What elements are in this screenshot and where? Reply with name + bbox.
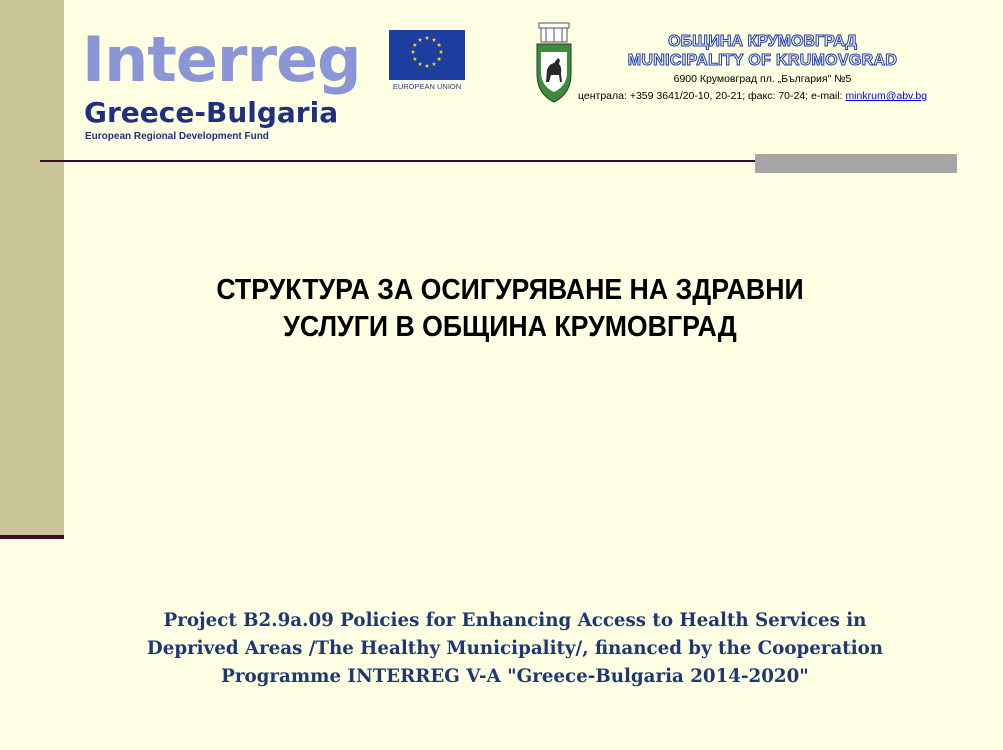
eu-flag	[389, 30, 465, 96]
project-line-2: Deprived Areas /The Healthy Municipality/, financed by the Cooperation	[146, 637, 884, 659]
municipality-contact	[578, 90, 958, 103]
side-rule	[0, 535, 64, 539]
municipality-title-bg: ОБЩИНА КРУМОВГРАД	[668, 33, 857, 50]
municipality-title-en: MUNICIPALITY OF KRUMOVGRAD	[627, 52, 898, 69]
project-line-3: Programme INTERREG V-A "Greece-Bulgaria 2014-2020"	[221, 665, 809, 687]
coat-of-arms-icon	[533, 22, 575, 104]
project-description	[126, 606, 904, 690]
accent-bar	[755, 154, 957, 173]
page-title	[133, 272, 887, 346]
interreg-logo-subtitle: Greece-Bulgaria	[84, 96, 339, 129]
page-title-line-2: УСЛУГИ В ОБЩИНА КРУМОВГРАД	[283, 311, 737, 343]
interreg-logo-fund: European Regional Development Fund	[85, 131, 269, 142]
page-title-line-1: СТРУКТУРА ЗА ОСИГУРЯВАНЕ НА ЗДРАВНИ	[216, 274, 804, 306]
project-line-1: Project B2.9a.09 Policies for Enhancing Access to Health Services in	[163, 609, 867, 631]
interreg-logo	[82, 24, 372, 146]
email-link[interactable]: minkrum@abv.bg	[845, 90, 928, 102]
municipality-contact-text: централа: +359 3641/20-10, 20-21; факс: 70-24; e-mail:	[578, 90, 846, 102]
side-band	[0, 0, 64, 535]
interreg-logo-word: Interreg	[82, 23, 361, 96]
eu-flag-icon	[389, 30, 465, 80]
municipality-address: 6900 Крумовград пл. „България" №5	[673, 73, 852, 85]
eu-flag-label: EUROPEAN UNION	[392, 82, 462, 91]
